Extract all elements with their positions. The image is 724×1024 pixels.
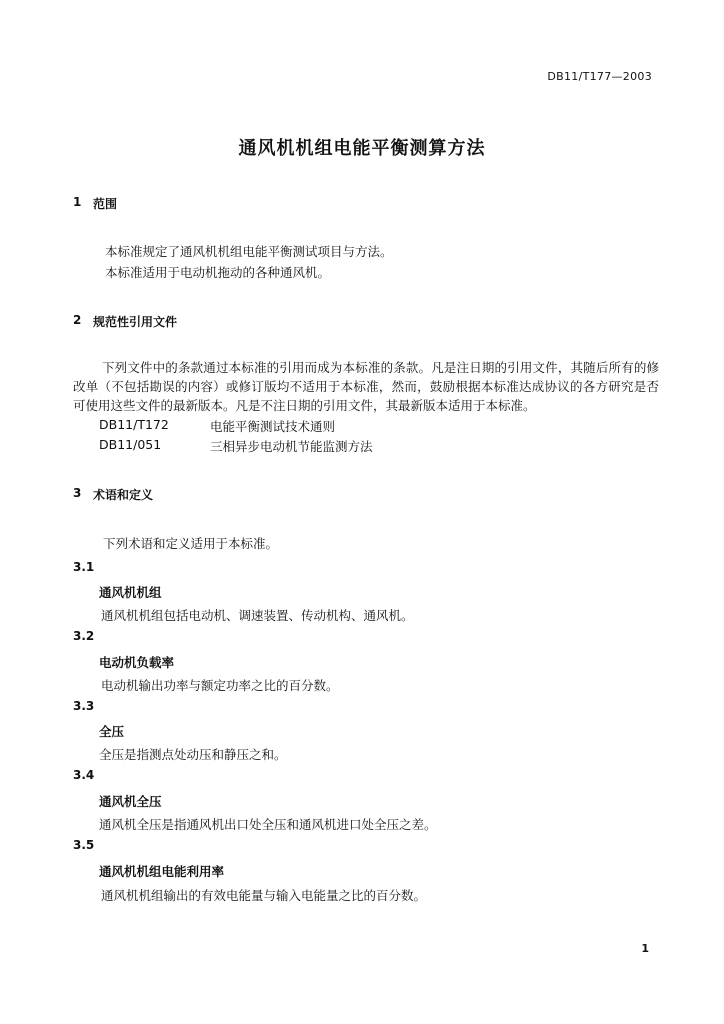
clause-3-5-definition: 通风机机组输出的有效电能量与输入电能量之比的百分数。 — [101, 888, 427, 903]
document-title: 通风机机组电能平衡测算方法 — [238, 138, 486, 159]
standard-code: DB11/T177—2003 — [547, 70, 652, 83]
clause-3-4-number: 3.4 — [73, 768, 95, 782]
section-2-number: 2 — [73, 313, 82, 327]
page-number: 1 — [641, 942, 649, 955]
clause-3-1-definition: 通风机机组包括电动机、调速装置、传动机构、通风机。 — [101, 608, 414, 623]
clause-3-4-definition: 通风机全压是指通风机出口处全压和通风机进口处全压之差。 — [99, 817, 437, 832]
section-1-paragraph-1: 本标准规定了通风机机组电能平衡测试项目与方法。 — [105, 244, 393, 259]
section-3-number: 3 — [73, 486, 82, 500]
clause-3-2-term: 电动机负载率 — [99, 655, 175, 670]
section-3-title: 术语和定义 — [93, 488, 154, 502]
clause-3-3-term: 全压 — [99, 724, 125, 739]
reference-2-code: DB11/051 — [99, 437, 162, 452]
reference-2-name: 三相异步电动机节能监测方法 — [210, 439, 373, 454]
clause-3-1-number: 3.1 — [73, 560, 95, 574]
clause-3-5-number: 3.5 — [73, 838, 95, 852]
reference-1-name: 电能平衡测试技术通则 — [210, 419, 336, 434]
section-1-number: 1 — [73, 195, 82, 209]
clause-3-3-number: 3.3 — [73, 699, 95, 713]
section-1-title: 范围 — [93, 197, 118, 211]
clause-3-4-term: 通风机全压 — [99, 794, 162, 809]
section-1-paragraph-2: 本标准适用于电动机拖动的各种通风机。 — [105, 265, 331, 280]
clause-3-2-definition: 电动机输出功率与额定功率之比的百分数。 — [101, 678, 339, 693]
clause-3-5-term: 通风机机组电能利用率 — [99, 864, 225, 879]
reference-1-code: DB11/T172 — [99, 417, 169, 432]
section-3-intro: 下列术语和定义适用于本标准。 — [103, 536, 279, 551]
clause-3-1-term: 通风机机组 — [99, 585, 162, 600]
section-2-title: 规范性引用文件 — [93, 315, 178, 329]
section-2-paragraph: 下列文件中的条款通过本标准的引用而成为本标准的条款。凡是注日期的引用文件，其随后所有的修改单（不包括勘误的内容）或修订版均不适用于本标准，然而，鼓励根据本标准达成协议的各方研究是否可使用这些文件的最新版本。凡是不注日期的引用文件，其最新版本适用于本标准。 — [73, 360, 659, 413]
clause-3-3-definition: 全压是指测点处动压和静压之和。 — [99, 747, 287, 762]
clause-3-2-number: 3.2 — [73, 629, 95, 643]
